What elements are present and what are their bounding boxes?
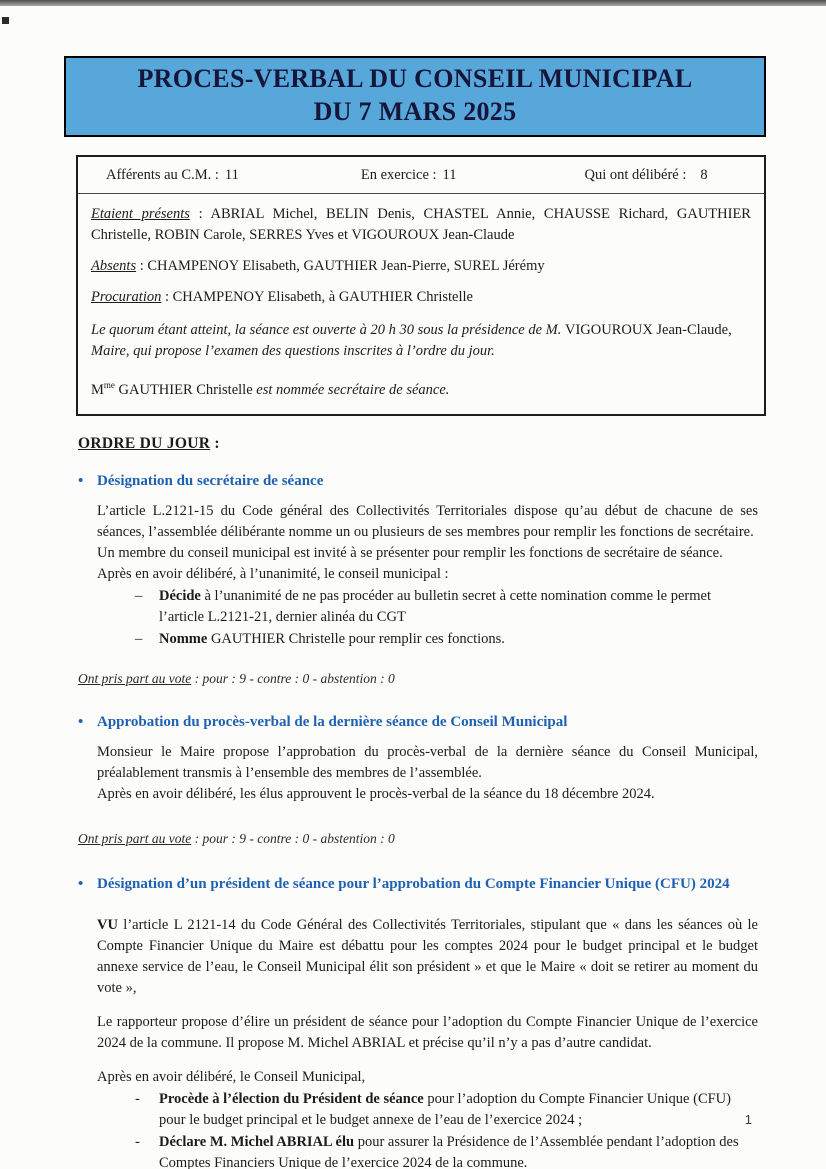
attendance-body bbox=[78, 194, 764, 414]
item1-decision-list bbox=[135, 586, 755, 650]
item1-decision-1-verb: Décide bbox=[159, 587, 201, 604]
item1-vote-result: : pour : 9 - contre : 0 - abstention : 0 bbox=[191, 670, 395, 686]
agenda-heading bbox=[78, 435, 758, 453]
item2-heading-text: Approbation du procès-verbal de la dernière séance de Conseil Municipal bbox=[97, 713, 568, 730]
document-title-banner bbox=[64, 56, 766, 137]
item1-decision-1-text: à l’unanimité de ne pas procéder au bulletin secret à cette nomination comme le permet l’article L.2121-21, dernier alinéa du CGT bbox=[159, 587, 711, 625]
stat-en-exercice-label: En exercice : bbox=[360, 166, 437, 183]
bullet-icon: • bbox=[78, 713, 84, 730]
stat-afferents bbox=[106, 167, 239, 184]
item3-paragraph-2: Le rapporteur propose d’élire un président de séance pour l’adoption du Compte Financier Unique de l’exercice 2024 de la commune. Il propose M. Michel ABRIAL et précise qu’il n’y a pas d’autre candidat. bbox=[97, 1013, 758, 1051]
stat-en-exercice-value: 11 bbox=[442, 166, 457, 183]
attendance-box bbox=[76, 155, 766, 416]
secretary-name: GAUTHIER Christelle bbox=[114, 381, 257, 398]
item3-decision-2-verb: Déclare M. Michel ABRIAL élu bbox=[159, 1133, 355, 1150]
item2-heading bbox=[78, 711, 758, 733]
item3-decision-2-text: pour assurer la Présidence de l’Assemblée pendant l’adoption des Comptes Financiers Unique de l’exercice 2024 de la commune. bbox=[159, 1133, 739, 1169]
presents-names: ABRIAL Michel, BELIN Denis, CHASTEL Annie, CHAUSSE Richard, GAUTHIER Christelle, ROBIN Carole, SERRES Yves et VIGOUROUX Jean-Claude bbox=[91, 206, 751, 243]
item1-decision-2-text: GAUTHIER Christelle pour remplir ces fonctions. bbox=[207, 630, 505, 647]
item1-decision-2 bbox=[159, 629, 755, 650]
procuration-names: CHAMPENOY Elisabeth, à GAUTHIER Christelle bbox=[172, 289, 473, 305]
item1-heading bbox=[78, 470, 758, 492]
secretary-line bbox=[91, 375, 751, 401]
dash-marker: – bbox=[135, 630, 143, 647]
absents-names: CHAMPENOY Elisabeth, GAUTHIER Jean-Pierre, SUREL Jérémy bbox=[147, 258, 545, 274]
item3-decision-2 bbox=[159, 1132, 755, 1169]
item3-heading-text: Désignation d’un président de séance pour l’approbation du Compte Financier Unique (CFU) 2024 bbox=[97, 875, 730, 892]
item2-vote-result: : pour : 9 - contre : 0 - abstention : 0 bbox=[191, 830, 395, 846]
presents-label: Etaient présents bbox=[91, 206, 190, 222]
stat-deliberé bbox=[585, 167, 708, 184]
procuration-label: Procuration bbox=[91, 289, 162, 305]
item3-heading bbox=[78, 873, 758, 895]
scan-edge-artifact bbox=[0, 0, 826, 6]
item1-vote-label: Ont pris part au vote bbox=[78, 670, 192, 686]
item1-vote-line bbox=[78, 671, 758, 687]
stat-afferents-label: Afférents au C.M. : bbox=[106, 166, 219, 183]
item2-vote-line bbox=[78, 831, 758, 847]
item1-decision-1 bbox=[159, 586, 755, 628]
item3-decision-1 bbox=[159, 1089, 755, 1131]
item3-paragraph-1 bbox=[97, 915, 758, 999]
item1-heading-text: Désignation du secrétaire de séance bbox=[97, 472, 324, 489]
list-item bbox=[135, 586, 755, 628]
presents-sep: : bbox=[189, 206, 211, 222]
item3-decision-1-text: pour l’adoption du Compte Financier Unique (CFU) pour le budget principal et le budget annexe de l’eau de l’exercice 2024 ; bbox=[159, 1090, 731, 1128]
agenda-heading-text: ORDRE DU JOUR bbox=[78, 434, 211, 452]
presents-line bbox=[91, 204, 751, 246]
agenda-heading-colon: : bbox=[210, 434, 220, 452]
list-item bbox=[135, 1089, 755, 1131]
procuration-line bbox=[91, 287, 751, 308]
dash-marker: - bbox=[135, 1090, 140, 1107]
absents-line bbox=[91, 256, 751, 277]
attendance-stats-row bbox=[78, 157, 764, 194]
stat-en-exercice bbox=[361, 167, 457, 184]
item3-decision-1-verb: Procède à l’élection du Président de séance bbox=[159, 1090, 424, 1107]
dash-marker: – bbox=[135, 587, 143, 604]
stat-afferents-value: 11 bbox=[224, 166, 239, 183]
item2-vote-label: Ont pris part au vote bbox=[78, 830, 192, 846]
item2-paragraph-2: Après en avoir délibéré, les élus approuvent le procès-verbal de la séance du 18 décembre 2024. bbox=[97, 785, 655, 802]
bullet-icon: • bbox=[78, 875, 84, 892]
list-item bbox=[135, 629, 755, 650]
list-item bbox=[135, 1132, 755, 1169]
quorum-president-name: VIGOUROUX Jean-Claude, bbox=[564, 322, 732, 338]
agenda-content bbox=[78, 435, 758, 1169]
item1-paragraph-2: Un membre du conseil municipal est invité à se présenter pour remplir les fonctions de secrétaire de séance. bbox=[97, 544, 723, 561]
stat-deliberé-label: Qui ont délibéré : bbox=[584, 166, 687, 183]
item3-paragraph-3: Après en avoir délibéré, le Conseil Municipal, bbox=[97, 1068, 366, 1085]
item1-paragraph-1: L’article L.2121-15 du Code général des Collectivités Territoriales dispose qu’au début de chacune de ses séances, l’assemblée délibérante nomme un ou plusieurs de ses membres pour remplir les fonctions de secrétaire. bbox=[97, 502, 758, 540]
absents-sep: : bbox=[136, 258, 148, 274]
quorum-text-2: Maire, qui propose l’examen des questions inscrites à l’ordre du jour. bbox=[91, 343, 495, 359]
item3-vu: VU bbox=[97, 916, 118, 933]
page-number: 1 bbox=[744, 1112, 752, 1127]
title-line-2: DU 7 MARS 2025 bbox=[313, 97, 517, 126]
title-line-1: PROCES-VERBAL DU CONSEIL MUNICIPAL bbox=[137, 64, 693, 93]
bullet-icon: • bbox=[78, 472, 84, 489]
secretary-sup: me bbox=[103, 380, 115, 390]
item3-decision-list bbox=[135, 1089, 755, 1169]
stat-deliberé-value: 8 bbox=[700, 166, 708, 183]
scan-dot-artifact bbox=[2, 17, 9, 24]
item1-decision-2-verb: Nomme bbox=[159, 630, 208, 647]
secretary-m: M bbox=[91, 381, 104, 398]
item2-paragraph-1: Monsieur le Maire propose l’approbation du procès-verbal de la dernière séance du Conseil Municipal, préalablement transmis à l’ensemble des membres de l’assemblée. bbox=[97, 743, 758, 781]
secretary-role: est nommée secrétaire de séance. bbox=[256, 381, 450, 398]
dash-marker: - bbox=[135, 1133, 140, 1150]
procuration-sep: : bbox=[161, 289, 173, 305]
quorum-text-1: Le quorum étant atteint, la séance est ouverte à 20 h 30 sous la présidence de M. bbox=[91, 322, 565, 338]
quorum-paragraph bbox=[91, 320, 751, 362]
item3-paragraph-1-text: l’article L 2121-14 du Code Général des Collectivités Territoriales, stipulant que « dans les séances où le Compte Financier Unique du Maire est débattu pour les comptes 2024 pour le budget principal et le budget annexe service de l’eau, le Conseil Municipal élit son président » et que le Maire « doit se retirer au moment du vote », bbox=[97, 916, 758, 996]
absents-label: Absents bbox=[91, 258, 137, 274]
item1-paragraph-3: Après en avoir délibéré, à l’unanimité, le conseil municipal : bbox=[97, 565, 449, 582]
